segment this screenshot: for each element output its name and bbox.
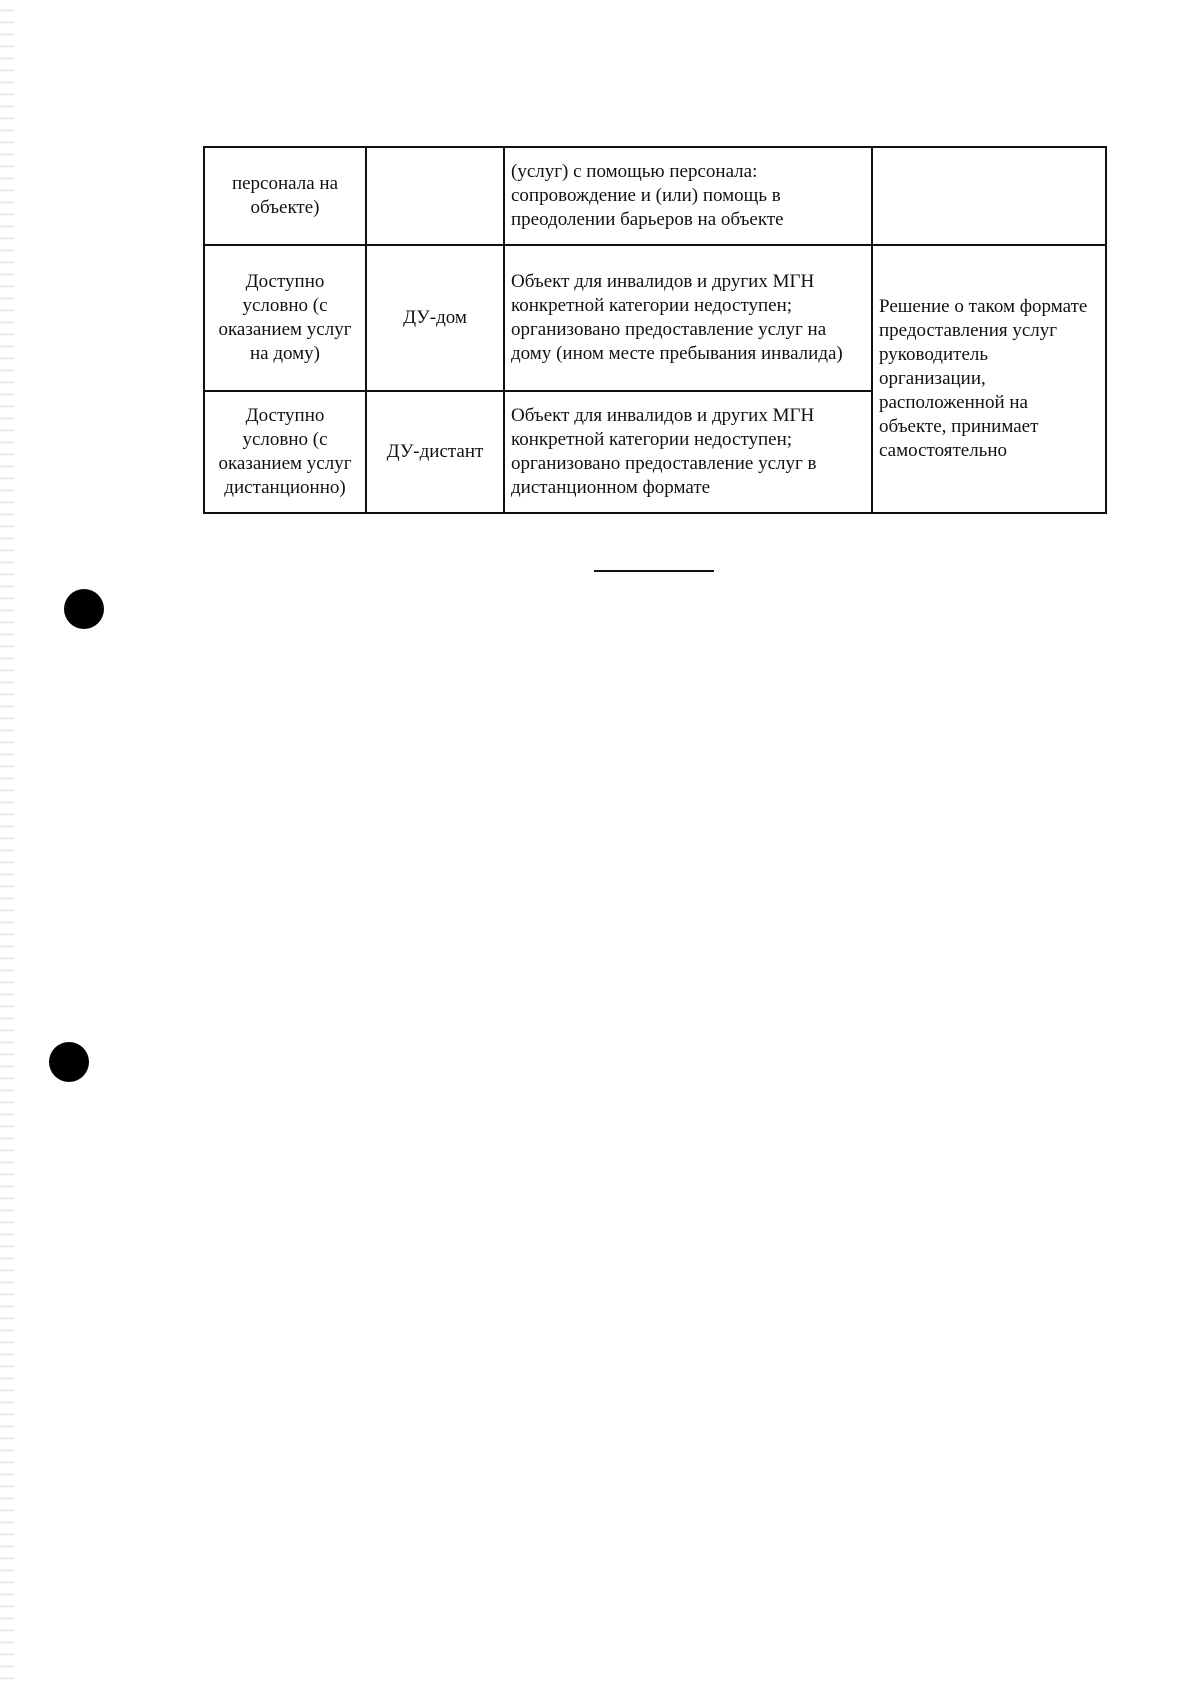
description-cell: Объект для инвалидов и других МГН конкретной категории недоступен; организовано предоставление услуг на дому (ином месте пребывания инвалида) [504,245,872,391]
punch-hole [49,1042,89,1082]
description-cell: Объект для инвалидов и других МГН конкретной категории недоступен; организовано предоставление услуг в дистанционном формате [504,391,872,513]
code-cell: ДУ-дистант [366,391,504,513]
end-divider-line [594,570,714,572]
code-cell [366,147,504,245]
accessibility-status-table [203,146,1107,514]
code-cell: ДУ-дом [366,245,504,391]
status-cell: Доступно условно (с оказанием услуг дистанционно) [204,391,366,513]
punch-hole [64,589,104,629]
decision-cell-merged: Решение о таком формате предоставления услуг руководитель организации, расположенной на объекте, принимает самостоятельно [872,245,1106,513]
table-row [204,245,1106,391]
description-cell: (услуг) с помощью персонала: сопровождение и (или) помощь в преодолении барьеров на объекте [504,147,872,245]
table-row [204,147,1106,245]
status-cell: Доступно условно (с оказанием услуг на дому) [204,245,366,391]
decision-cell [872,147,1106,245]
scan-edge-noise [0,0,14,1687]
status-cell: персонала на объекте) [204,147,366,245]
